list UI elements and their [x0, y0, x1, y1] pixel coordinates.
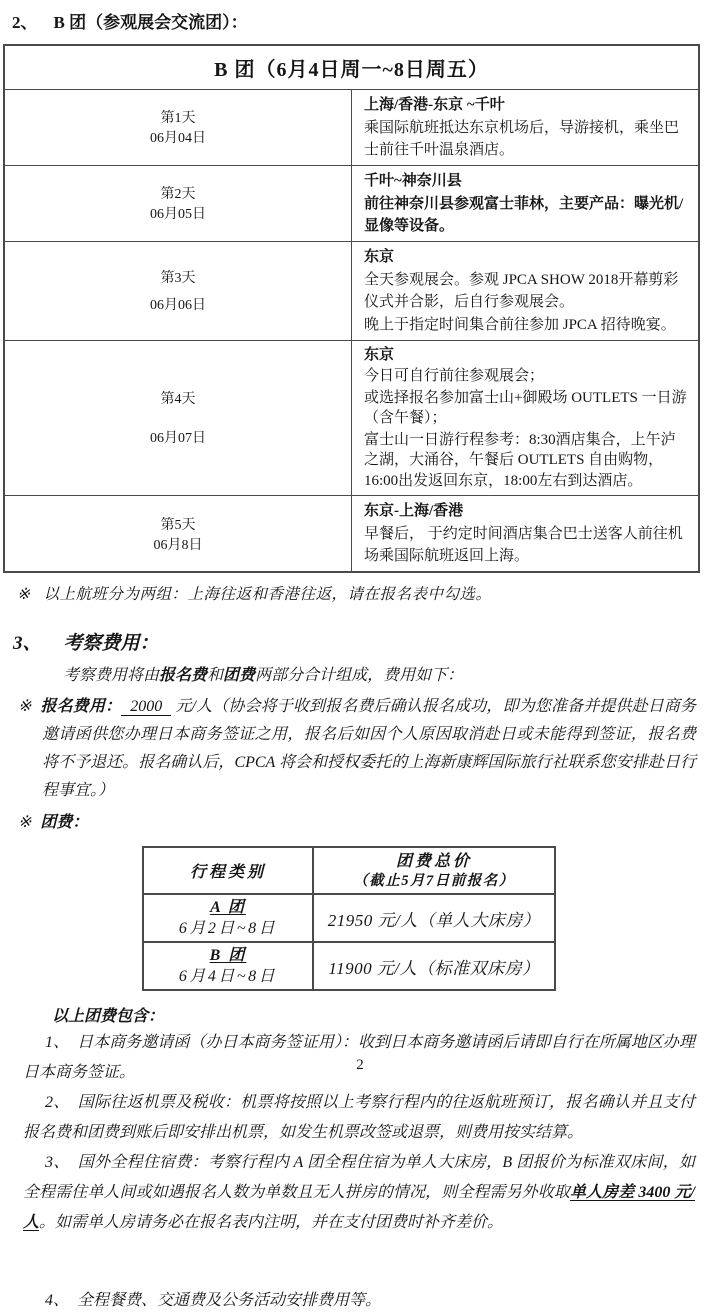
date-label: 06月07日	[150, 431, 206, 447]
group-b-label: B 团	[209, 947, 247, 964]
section-title: B 团（参观展会交流团）：	[53, 13, 248, 32]
intro-text: 两部分合计组成，费用如下：	[255, 667, 464, 684]
include-item-2: 2、 国际往返机票及税收：机票将按照以上考察行程内的往返航班预订，报名确认并且支付报名费和团费到账后即安排出机票，如发生机票改签或退票，则费用按实结算。	[23, 1094, 695, 1141]
route-line: 上海/香港-东京 ~千叶	[364, 96, 505, 113]
fee-header-category: 行程类别	[143, 847, 313, 894]
flight-note-text: 以上航班分为两组：上海往返和香港往返，请在报名表中勾选。	[43, 586, 492, 603]
fee-includes-heading: 以上团费包含：	[52, 1008, 165, 1025]
section-heading-b-group	[12, 8, 720, 33]
registration-fee-text: 元/人（协会将于收到报名费后确认报名成功，即为您准备并提供赴日商务邀请函供您办理日本商务签证之用，报名后如因个人原因取消赴日或未能得到签证，报名费将不予退还。报名确认后，CPCA 将会和授权委托的上海新康辉国际旅行社联系您安排赴日行程事宜。）	[42, 698, 697, 799]
section-number: 3、	[13, 633, 42, 654]
itinerary-detail-cell	[352, 496, 700, 573]
fee-row-group-a	[143, 894, 555, 942]
detail-line: 全天参观展会。参观 JPCA SHOW 2018开幕剪彩仪式并合影，后自行参观展会。	[364, 271, 679, 310]
registration-fee-amount: 2000	[121, 698, 171, 716]
group-b-dates: 6月4日~8日	[178, 968, 278, 985]
section-number: 2、	[12, 13, 38, 32]
day-label: 第3天	[160, 270, 196, 286]
table-row-day2	[4, 165, 699, 241]
group-a-price: 21950 元/人（单人大床房）	[313, 894, 555, 942]
route-line: 千叶~神奈川县	[364, 172, 462, 189]
itinerary-detail-cell	[352, 89, 700, 165]
tour-fee-label-line	[0, 809, 696, 837]
day-cell	[4, 241, 352, 340]
fee-header-price-title: 团费总价	[395, 852, 472, 870]
section-heading-fees	[13, 628, 720, 655]
reference-mark: ※	[18, 698, 32, 715]
detail-line: 晚上于指定时间集合前往参加 JPCA 招待晚宴。	[364, 316, 676, 333]
route-line: 东京	[364, 346, 395, 363]
day-cell	[4, 165, 352, 241]
group-b-price: 11900 元/人（标准双床房）	[313, 942, 555, 990]
day-label: 第5天	[160, 517, 196, 533]
include-item-3	[23, 1148, 695, 1238]
fee-table-header-row	[143, 847, 555, 894]
include-item-4: 4、 全程餐费、交通费及公务活动安排费用等。	[45, 1292, 382, 1309]
day-label: 第4天	[160, 392, 196, 408]
reference-mark: ※	[18, 814, 32, 831]
detail-line: 乘国际航班抵达东京机场后，导游接机，乘坐巴士前往千叶温泉酒店。	[364, 119, 680, 158]
table-row-day3	[4, 241, 699, 340]
fee-table	[142, 846, 556, 991]
detail-line: 早餐后， 于约定时间酒店集合巴士送客人前往机场乘国际航班返回上海。	[364, 526, 683, 564]
include-item-3-text: 。如需单人房请务必在报名表内注明，并在支付团费时补齐差价。	[39, 1214, 504, 1231]
itinerary-detail-cell	[352, 241, 700, 340]
intro-text: 考察费用将由	[63, 667, 160, 684]
detail-line: 富士山一日游行程参考：8:30酒店集合，上午泸之湖，大涌谷，午餐后 OUTLETS 自由购物，16:00出发返回东京，18:00左右到达酒店。	[364, 431, 676, 489]
table-row-day5	[4, 496, 699, 573]
intro-bold-registration-fee: 报名费	[159, 667, 208, 684]
date-label: 06月05日	[150, 207, 206, 223]
itinerary-table	[3, 44, 700, 573]
itinerary-detail-cell	[352, 340, 700, 496]
route-line: 东京-上海/香港	[364, 503, 464, 519]
detail-line: 或选择报名参加富士山+御殿场 OUTLETS 一日游（含午餐）；	[364, 389, 687, 426]
itinerary-table-title: B 团（6月4日周一~8日周五）	[4, 45, 699, 89]
date-label: 06月04日	[150, 131, 206, 147]
tour-fee-label: 团费：	[40, 814, 89, 831]
detail-line: 今日可自行前往参观展会；	[364, 368, 545, 384]
fees-intro	[30, 661, 690, 690]
group-a-label: A 团	[210, 899, 246, 916]
table-title-row	[4, 45, 699, 89]
registration-fee-paragraph	[0, 693, 696, 805]
flight-note	[17, 582, 720, 604]
include-item-3-text: 3、 国外全程住宿费：考察行程内 A 团全程住宿为单人大床房，B 团报价为标准双床间，如全程需住单人间或如遇报名人数为单数且无人拼房的情况，则全程需另外收取	[23, 1154, 695, 1201]
day-label: 第1天	[160, 110, 196, 126]
fee-header-price-deadline: （截止5月7日前报名）	[353, 872, 515, 889]
intro-text: 和	[207, 667, 224, 684]
registration-fee-label: 报名费用：	[40, 698, 122, 715]
route-line: 东京	[364, 248, 395, 265]
section-title: 考察费用：	[63, 633, 159, 654]
detail-line: 前往神奈川县参观富士菲林，主要产品：曝光机/显像等设备。	[364, 195, 684, 234]
group-a-cell	[143, 894, 313, 942]
fee-row-group-b	[143, 942, 555, 990]
fee-header-price	[313, 847, 555, 894]
day-label: 第2天	[160, 186, 196, 202]
itinerary-detail-cell	[352, 165, 700, 241]
table-row-day4	[4, 340, 699, 496]
date-label: 06月8日	[153, 537, 203, 553]
group-a-dates: 6月2日~8日	[178, 920, 278, 937]
day-cell	[4, 496, 352, 573]
reference-mark: ※	[17, 586, 31, 603]
page-number: 2	[356, 1057, 364, 1073]
day-cell	[4, 340, 352, 496]
include-item-1: 1、 日本商务邀请函（办日本商务签证用）：收到日本商务邀请函后请即自行在所属地区办理日本商务签证。	[23, 1034, 695, 1081]
single-room-surcharge: 单人房差 3400 元/人	[23, 1184, 695, 1231]
table-row-day1	[4, 89, 699, 165]
day-cell	[4, 89, 352, 165]
group-b-cell	[143, 942, 313, 990]
date-label: 06月06日	[150, 298, 206, 314]
intro-bold-tour-fee: 团费	[223, 667, 256, 684]
